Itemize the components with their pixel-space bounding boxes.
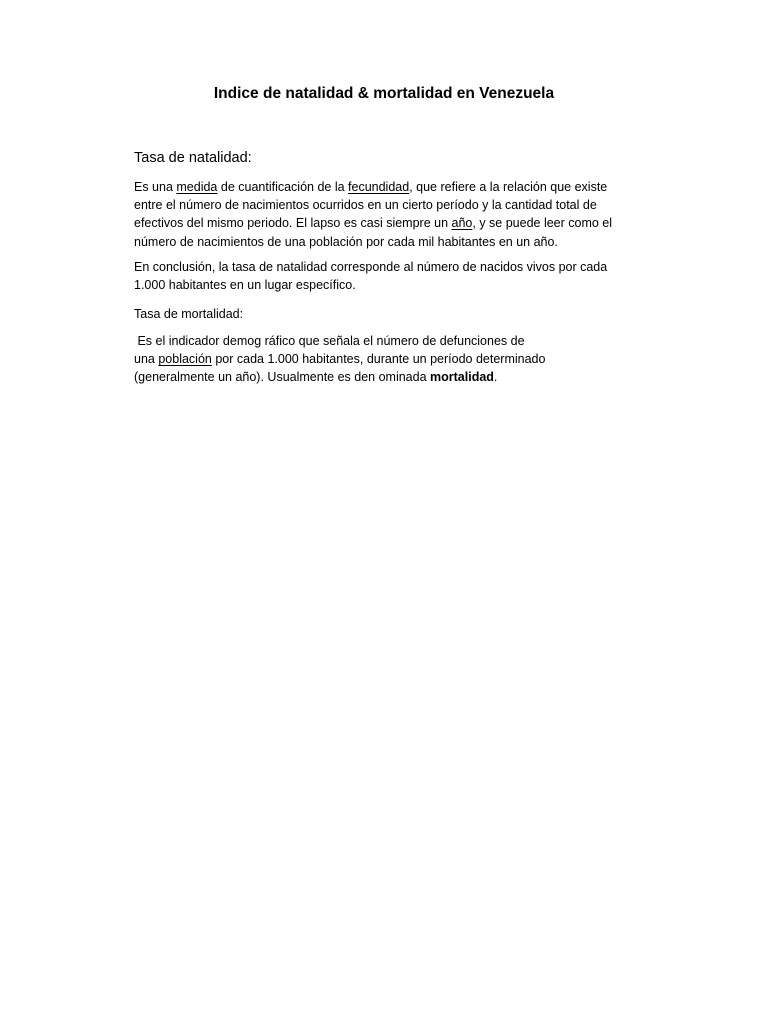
text-segment: Es una: [134, 180, 177, 194]
text-segment: (generalmente un año). Usualmente es den ominada: [134, 370, 431, 385]
paragraph-line: número de nacimientos de una población por cada mil habitantes en un año.: [134, 234, 558, 249]
birth-rate-paragraph: [134, 178, 634, 251]
paragraph-line: [134, 368, 634, 386]
birth-rate-heading: Tasa de natalidad:: [134, 150, 252, 166]
paragraph-line: [134, 214, 634, 232]
paragraph-line: En conclusión, la tasa de natalidad corresponde al número de nacidos vivos por cada: [134, 260, 608, 274]
document-title: Indice de natalidad & mortalidad en Venezuela: [213, 85, 555, 102]
paragraph-line: entre el número de nacimientos ocurridos en un cierto período y la cantidad total de: [134, 198, 597, 213]
bold-term-mortalidad: mortalidad: [430, 370, 494, 385]
text-segment: , y se puede leer como el: [472, 216, 613, 231]
link-poblacion[interactable]: población: [158, 352, 212, 367]
paragraph-line: Es el indicador demog ráfico que señala el número de defunciones de: [134, 334, 525, 348]
text-segment: efectivos del mismo periodo. El lapso es casi siempre un: [134, 216, 452, 231]
text-segment: de cuantificación de la: [217, 180, 349, 194]
text-segment: una: [134, 352, 159, 367]
link-fecundidad[interactable]: fecundidad: [348, 180, 410, 194]
birth-rate-conclusion: [134, 258, 634, 294]
link-medida[interactable]: medida: [176, 180, 218, 194]
text-segment: .: [493, 370, 498, 385]
text-segment: , que refiere a la relación que existe: [409, 180, 608, 194]
mortality-rate-heading: Tasa de mortalidad:: [134, 307, 244, 321]
paragraph-line: 1.000 habitantes en un lugar específico.: [134, 278, 356, 293]
paragraph-line: [134, 178, 634, 196]
text-segment: por cada 1.000 habitantes, durante un período determinado: [211, 352, 546, 367]
mortality-rate-paragraph: [134, 332, 634, 387]
link-ano[interactable]: año: [451, 216, 473, 231]
paragraph-line: [134, 350, 634, 368]
